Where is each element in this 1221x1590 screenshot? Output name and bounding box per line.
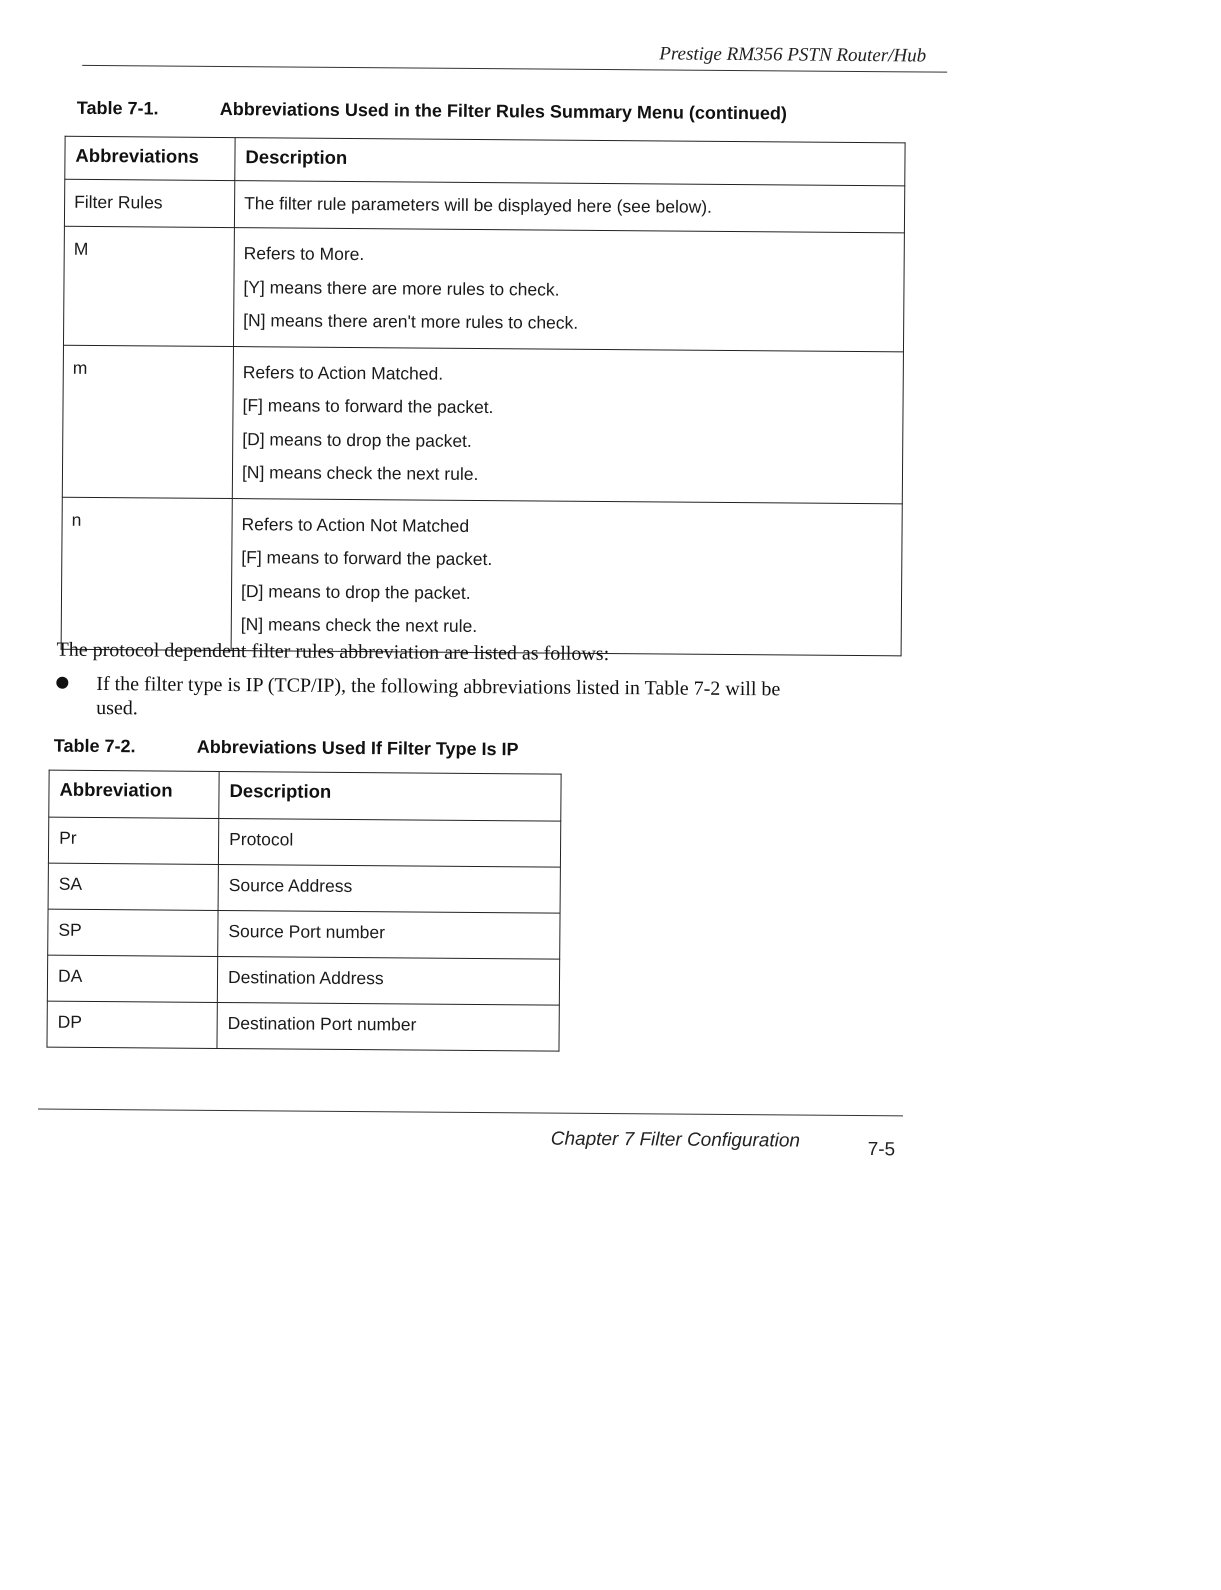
table-row [62,345,903,504]
table-7-1-caption [77,98,787,125]
table-7-1-title: Abbreviations Used in the Filter Rules Summary Menu (continued) [219,98,788,124]
description-line: Refers to Action Matched. [242,361,444,384]
footer-rule [38,1109,903,1117]
abbreviation-cell: m [62,345,233,498]
abbreviation-cell: SP [48,909,218,956]
description-cell: Protocol [218,818,560,867]
table-7-2-number: Table 7-2. [53,735,136,757]
bullet-icon [56,677,68,689]
intro-paragraph: The protocol dependent filter rules abbreviation are listed as follows: [56,638,610,666]
description-line: [F] means to forward the packet. [242,395,494,418]
description-line: The filter rule parameters will be displayed here (see below). [244,193,713,217]
table-7-2 [46,770,561,1052]
bullet-text-line-2: used. [96,696,138,720]
table-7-1-header-description: Description [235,138,905,186]
table-7-1-number: Table 7-1. [76,97,159,119]
abbreviation-cell: SA [48,863,218,910]
description-cell: Destination Address [217,956,559,1005]
description-line: [F] means to forward the packet. [241,547,493,570]
description-line: [D] means to drop the packet. [242,428,472,451]
table-7-2-header-description: Description [219,771,561,821]
table-row [48,863,560,913]
description-line: [N] means check the next rule. [241,462,479,484]
table-7-1-header-abbreviations: Abbreviations [65,136,235,180]
table-row [64,179,904,233]
table-row [63,226,904,351]
running-header-title: Prestige RM356 PSTN Router/Hub [659,43,927,67]
abbreviation-cell: M [63,226,234,346]
table-7-2-title: Abbreviations Used If Filter Type Is IP [196,736,519,760]
footer-page-number: 7-5 [867,1139,896,1161]
description-cell [234,181,904,233]
description-cell [232,346,903,503]
table-row [48,909,560,959]
table-7-2-header-abbreviation: Abbreviation [49,770,219,818]
abbreviation-cell: DA [47,955,217,1002]
abbreviation-cell: n [61,497,232,650]
description-line: [D] means to drop the packet. [240,580,471,603]
bullet-text-line-1: If the filter type is IP (TCP/IP), the following abbreviations listed in Table 7-2 will be [96,672,781,701]
table-7-2-caption [54,736,519,761]
table-7-2-header-row [49,770,561,821]
table-row [61,497,902,656]
table-row [48,817,560,867]
description-line: Refers to More. [243,243,365,265]
description-line: [N] means check the next rule. [240,614,478,636]
description-line: Refers to Action Not Matched [241,513,470,536]
description-cell: Source Port number [218,910,560,959]
description-cell: Destination Port number [217,1002,559,1051]
footer-chapter-title: Chapter 7 Filter Configuration [550,1128,801,1152]
table-row [47,955,559,1005]
abbreviation-cell: Filter Rules [64,179,234,227]
table-7-1-header-row [65,136,905,186]
abbreviation-cell: Pr [48,817,218,864]
table-row [47,1001,559,1051]
abbreviation-cell: DP [47,1001,217,1048]
description-line: [Y] means there are more rules to check. [243,276,560,300]
description-cell: Source Address [218,864,560,913]
description-cell [231,498,902,655]
table-7-1 [61,136,906,656]
description-line: [N] means there aren't more rules to check. [243,310,579,333]
description-cell [233,228,904,352]
